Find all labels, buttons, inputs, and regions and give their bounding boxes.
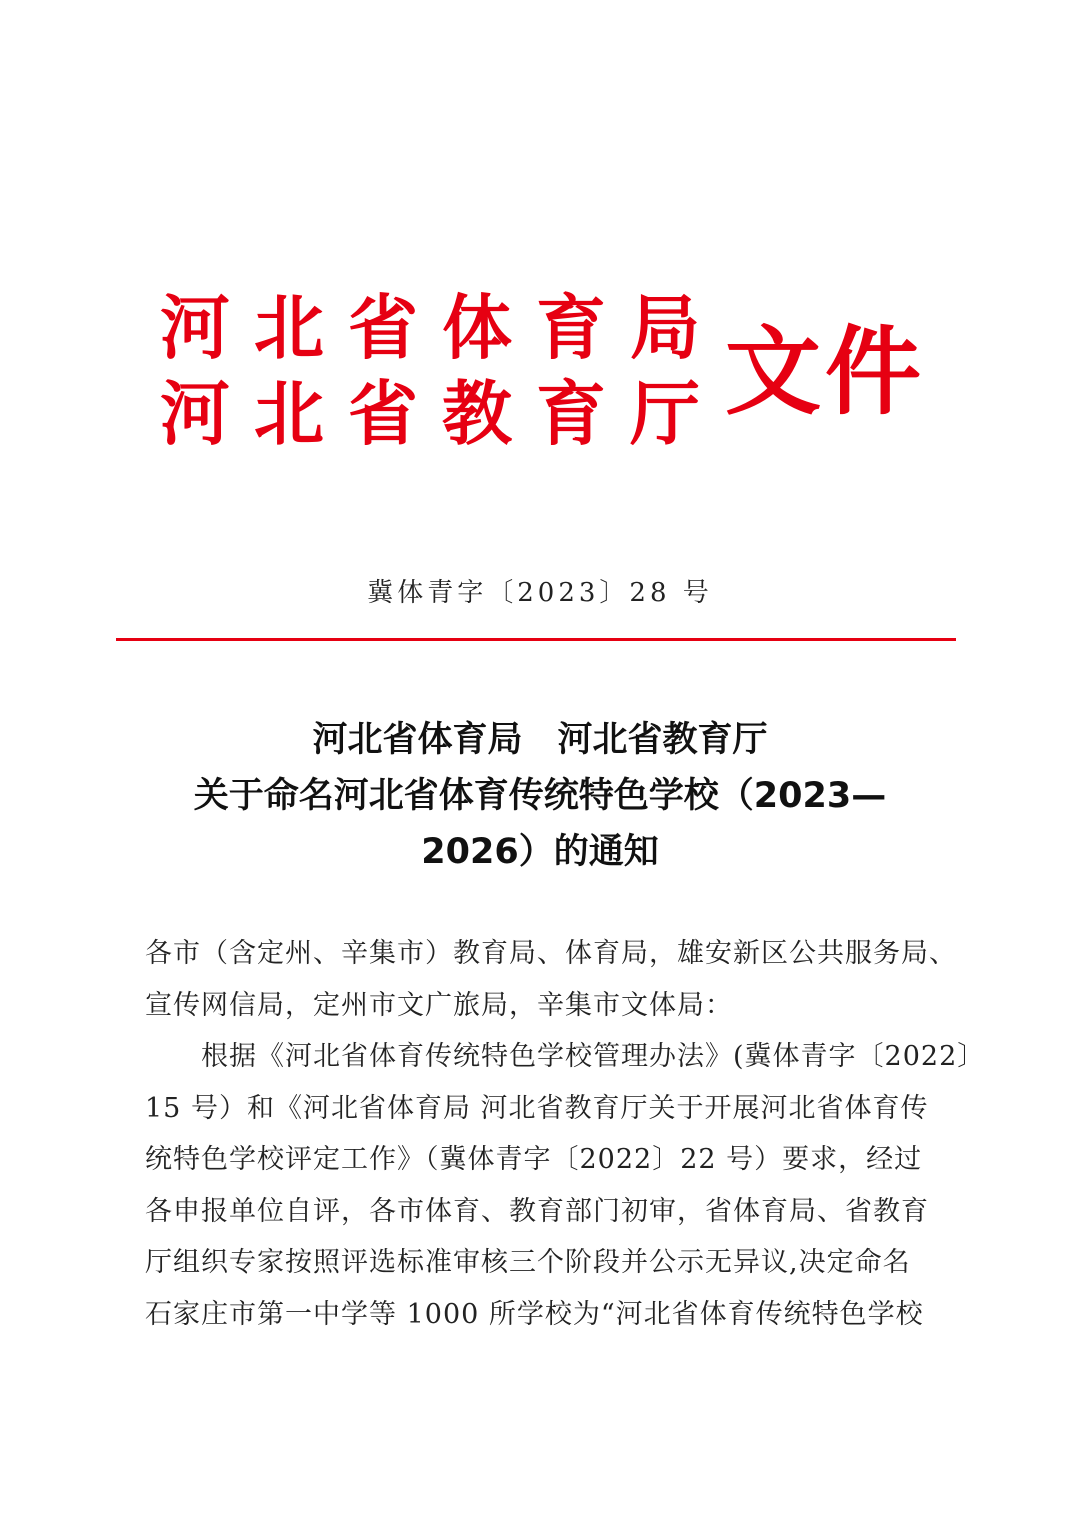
- body-paragraph-line: 根据《河北省体育传统特色学校管理办法》(冀体青字〔2022〕: [201, 1041, 986, 1072]
- title-line: 2026）的通知: [421, 832, 659, 872]
- issuer-education-department: 河北省教育厅: [160, 373, 724, 455]
- recipients-line: 宣传网信局，定州市文广旅局，辛集市文体局：: [145, 989, 733, 1021]
- document-number: 冀体青字〔2023〕28 号: [367, 578, 713, 608]
- body-paragraph-line: 各申报单位自评，各市体育、教育部门初审，省体育局、省教育: [145, 1195, 929, 1227]
- red-letterhead: [160, 285, 925, 460]
- body-paragraph-line: 石家庄市第一中学等 1000 所学校为“河北省体育传统特色学校: [145, 1298, 924, 1330]
- document-body: [145, 928, 986, 1340]
- body-paragraph-line: 15 号）和《河北省体育局 河北省教育厅关于开展河北省体育传: [145, 1092, 929, 1124]
- issuer-sports-bureau: 河北省体育局: [160, 287, 724, 369]
- body-paragraph-line: 厅组织专家按照评选标准审核三个阶段并公示无异议,决定命名: [145, 1247, 911, 1278]
- red-separator-line: [116, 638, 956, 641]
- issuing-agencies: [160, 285, 724, 457]
- letterhead-document-suffix: 文件: [725, 316, 925, 428]
- recipients-line: 各市（含定州、辛集市）教育局、体育局，雄安新区公共服务局、: [145, 938, 957, 969]
- title-line: 关于命名河北省体育传统特色学校（2023—: [193, 776, 887, 816]
- body-paragraph-line: 统特色学校评定工作》（冀体青字〔2022〕22 号）要求，经过: [145, 1144, 923, 1175]
- document-title: [100, 712, 980, 880]
- title-line: 河北省体育局 河北省教育厅: [312, 720, 768, 760]
